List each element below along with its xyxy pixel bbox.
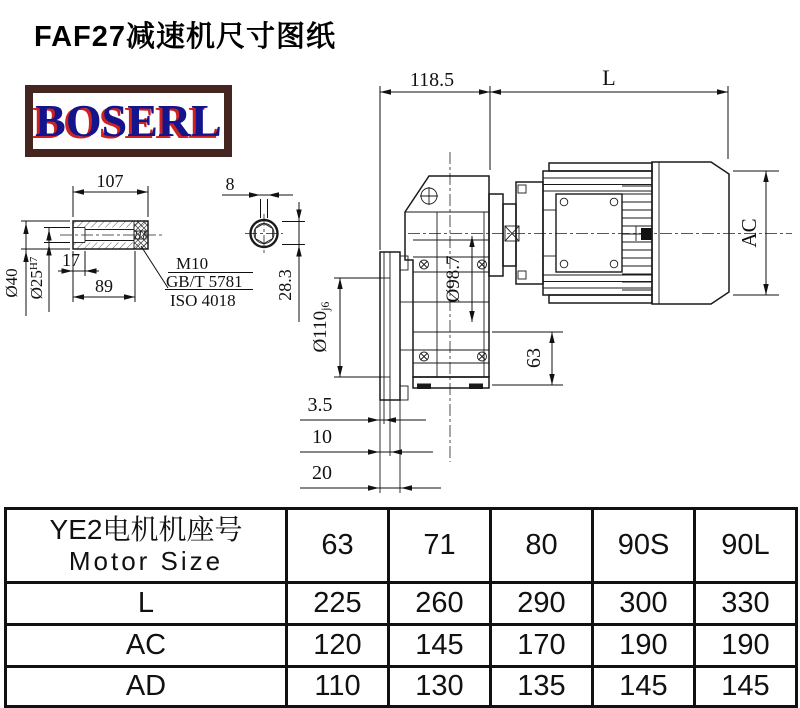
table-header-cn: YE2电机机座号 xyxy=(49,514,243,546)
dim-flange-step-3 xyxy=(300,462,441,488)
dim-flange-to-motor xyxy=(380,69,490,250)
dim-label-20: 20 xyxy=(312,462,332,484)
table-row-L xyxy=(6,583,797,625)
motor-bottom-rail xyxy=(549,295,652,303)
dim-flange-step-1 xyxy=(300,394,426,420)
motor xyxy=(516,162,729,304)
main-centerlines xyxy=(408,152,792,462)
dim-flange-step-2 xyxy=(300,426,433,452)
table-size-cell: 80 xyxy=(491,509,593,583)
table-size-cell: 63 xyxy=(287,509,389,583)
standard-label-iso: ISO 4018 xyxy=(170,291,236,310)
thread-callout xyxy=(141,246,253,310)
dim-label-110j6: Ø110j6 xyxy=(310,301,332,353)
dim-label-107: 107 xyxy=(96,171,124,191)
nameplate-mark xyxy=(641,228,652,240)
dim-label-118-5: 118.5 xyxy=(409,69,455,91)
table-cell: 190 xyxy=(593,625,695,667)
logo-text: BOSERL xyxy=(35,95,222,146)
dim-label-28-3: 28.3 xyxy=(275,269,295,301)
dim-motor-diameter xyxy=(733,171,779,295)
table-row-AC xyxy=(6,625,797,667)
table-size-cell: 71 xyxy=(389,509,491,583)
shaft-section-view xyxy=(60,221,162,249)
spec-table-container xyxy=(4,507,798,708)
table-cell: 145 xyxy=(695,667,797,707)
table-cell: 135 xyxy=(491,667,593,707)
table-cell: 120 xyxy=(287,625,389,667)
spec-table xyxy=(4,507,798,708)
dim-label-89: 89 xyxy=(95,276,113,296)
dim-label-10: 10 xyxy=(312,426,332,448)
table-row-label: AD xyxy=(6,667,287,707)
table-cell: 130 xyxy=(389,667,491,707)
table-cell: 110 xyxy=(287,667,389,707)
dim-bore-depth xyxy=(73,251,135,302)
motor-top-rail xyxy=(549,163,652,171)
standard-label-gbt: GB/T 5781 xyxy=(166,272,243,291)
output-flange xyxy=(380,252,413,493)
table-cell: 225 xyxy=(287,583,389,625)
dim-shaft-length xyxy=(73,171,148,217)
dim-label-L: L xyxy=(602,65,616,90)
dim-housing-bore xyxy=(443,236,472,322)
motor-adapter xyxy=(489,194,519,276)
dim-motor-length xyxy=(490,65,728,159)
dim-label-d25h7: $Ø25^{H7}$ xyxy=(27,256,46,300)
table-cell: 260 xyxy=(389,583,491,625)
table-header-row xyxy=(6,509,797,583)
table-cell: 170 xyxy=(491,625,593,667)
table-cell: 330 xyxy=(695,583,797,625)
foot-pad xyxy=(417,384,431,390)
dim-label-3-5: 3.5 xyxy=(307,394,333,416)
dim-label-17: 17 xyxy=(62,250,80,270)
dim-center-to-bottom xyxy=(492,332,563,385)
table-size-cell: 90L xyxy=(695,509,797,583)
table-header-label-cell xyxy=(6,509,287,583)
table-row-label: AC xyxy=(6,625,287,667)
dim-label-8: 8 xyxy=(225,174,235,194)
table-size-cell: 90S xyxy=(593,509,695,583)
motor-flange-bell xyxy=(516,182,543,284)
dim-label-AC: AC xyxy=(737,218,761,248)
dim-across-flats xyxy=(275,202,305,322)
fan-cowl xyxy=(652,162,729,304)
table-cell: 190 xyxy=(695,625,797,667)
dim-bore-step xyxy=(58,250,99,276)
page-title: FAF27减速机尺寸图纸 xyxy=(34,21,337,53)
shaft-end-view xyxy=(245,214,283,253)
thread-label-m10: M10 xyxy=(176,254,209,273)
table-cell: 145 xyxy=(389,625,491,667)
dim-label-98-7: Ø98.7 xyxy=(443,255,464,303)
table-cell: 300 xyxy=(593,583,695,625)
table-header-en: Motor Size xyxy=(68,545,224,576)
table-row-label: L xyxy=(6,583,287,625)
table-row-AD xyxy=(6,667,797,707)
dim-end-width xyxy=(222,174,293,218)
foot-pad xyxy=(469,384,483,390)
dim-spigot-diameter xyxy=(310,278,382,377)
table-cell: 290 xyxy=(491,583,593,625)
dim-label-d40: Ø40 xyxy=(2,268,21,298)
table-cell: 145 xyxy=(593,667,695,707)
dim-label-63: 63 xyxy=(523,348,545,368)
